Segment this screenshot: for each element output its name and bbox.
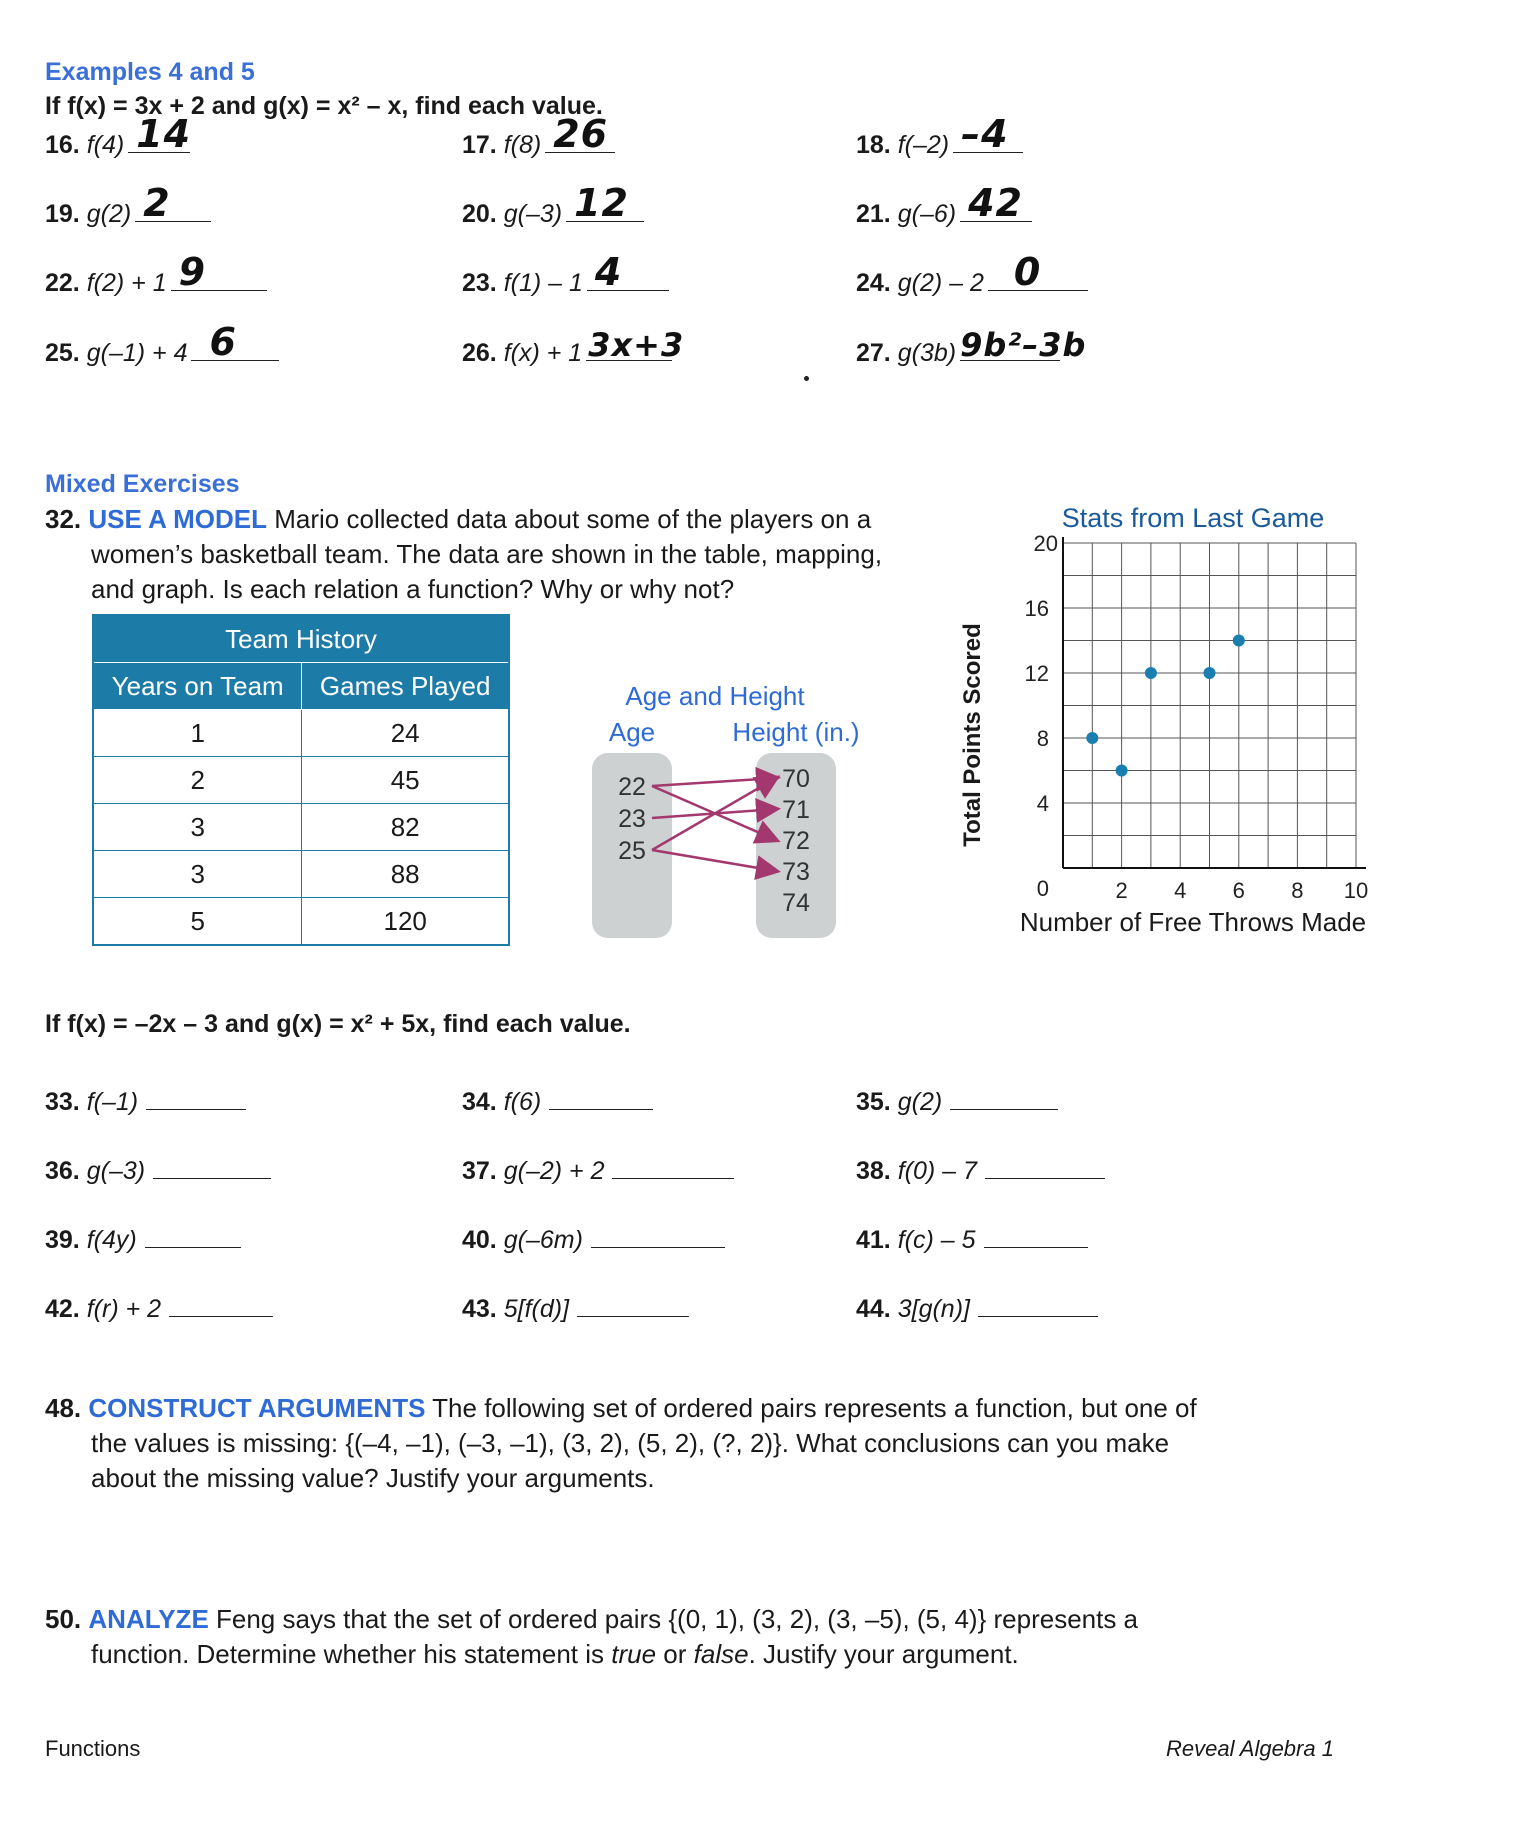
table-header: Games Played (302, 663, 509, 710)
question-50 (45, 1602, 1138, 1672)
handwritten-answer: 6 (209, 320, 237, 364)
exercise-expression: g(3b) (897, 339, 957, 367)
exercise-42 (45, 1292, 273, 1324)
data-point (1086, 732, 1098, 744)
answer-line (950, 1085, 1058, 1110)
y-tick-label: 0 (1036, 876, 1049, 901)
instruction-2: If f(x) = –2x – 3 and g(x) = x² + 5x, find each value. (45, 1010, 631, 1038)
handwritten-answer: 14 (136, 112, 192, 156)
exercise-expression: f(c) – 5 (897, 1226, 976, 1254)
answer-line (984, 1223, 1088, 1248)
answer-line (587, 250, 669, 294)
mapping-domain-value: 25 (618, 837, 646, 865)
exercise-43 (462, 1292, 689, 1324)
age-height-mapping (590, 675, 890, 940)
handwritten-answer: 0 (1013, 250, 1042, 294)
exercise-23 (462, 250, 669, 298)
question-number: 48. (45, 1393, 82, 1423)
exercise-expression: g(–6m) (503, 1226, 583, 1254)
exercise-expression: f(x) + 1 (503, 339, 583, 367)
exercise-number: 26. (462, 339, 497, 367)
exercise-expression: g(2) – 2 (897, 269, 984, 297)
answer-line (171, 250, 267, 294)
y-tick-label: 4 (1036, 791, 1049, 816)
x-tick-label: 8 (1291, 878, 1304, 903)
exercise-number: 16. (45, 131, 80, 159)
answer-line (586, 326, 685, 364)
table-title: Team History (93, 615, 509, 663)
question-text: women’s basketball team. The data are shown in the table, mapping, (91, 539, 883, 569)
exercise-34 (462, 1085, 653, 1117)
chart-xlabel: Number of Free Throws Made (1019, 907, 1367, 937)
exercise-21 (856, 181, 1032, 229)
answer-line (545, 112, 615, 156)
answer-line (953, 112, 1023, 156)
question-text: Mario collected data about some of the players on a (267, 504, 872, 534)
exercise-expression: f(r) + 2 (86, 1295, 162, 1323)
table-row (93, 851, 509, 898)
exercise-number: 27. (856, 339, 891, 367)
x-tick-label: 10 (1343, 878, 1369, 903)
exercise-expression: 3[g(n)] (897, 1295, 970, 1323)
exercise-number: 23. (462, 269, 497, 297)
exercise-expression: g(–1) + 4 (86, 339, 188, 367)
mapping-range-value: 72 (782, 827, 810, 855)
handwritten-answer: 26 (553, 112, 609, 156)
mapping-domain-values (618, 773, 646, 865)
exercise-expression: f(2) + 1 (86, 269, 167, 297)
table-cell: 2 (93, 757, 302, 804)
mapping-range-value: 74 (782, 889, 810, 917)
exercise-expression: f(4) (86, 131, 125, 159)
exercise-number: 39. (45, 1226, 80, 1254)
answer-line (153, 1154, 271, 1179)
table-row (93, 757, 509, 804)
section-title-mixed: Mixed Exercises (45, 470, 240, 498)
chart-title: Stats from Last Game (1061, 503, 1325, 533)
chart-ticks (1025, 531, 1369, 903)
table-cell: 5 (93, 898, 302, 946)
exercise-expression: f(–1) (86, 1088, 139, 1116)
mapping-range-value: 73 (782, 858, 810, 886)
exercise-17 (462, 112, 615, 160)
answer-line (960, 326, 1087, 364)
exercise-37 (462, 1154, 734, 1186)
exercise-number: 36. (45, 1157, 80, 1185)
exercise-number: 35. (856, 1088, 891, 1116)
exercise-number: 38. (856, 1157, 891, 1185)
handwritten-answer: 4 (594, 250, 623, 294)
y-tick-label: 16 (1024, 596, 1049, 621)
exercise-16 (45, 112, 192, 160)
footer-right: Reveal Algebra 1 (1166, 1736, 1334, 1761)
table-row (93, 898, 509, 946)
section-title-examples: Examples 4 and 5 (45, 58, 255, 86)
table-cell: 3 (93, 804, 302, 851)
exercise-41 (856, 1223, 1088, 1255)
exercise-expression: f(1) – 1 (503, 269, 583, 297)
table-cell: 3 (93, 851, 302, 898)
team-history-table (92, 614, 510, 946)
exercise-expression: g(2) (86, 200, 132, 228)
question-number: 32. (45, 504, 82, 534)
answer-line (566, 181, 644, 225)
exercise-27 (856, 326, 1087, 368)
exercise-number: 42. (45, 1295, 80, 1323)
answer-line (978, 1292, 1098, 1317)
mapping-range-label: Height (in.) (732, 717, 860, 747)
chart-grid (1063, 537, 1366, 868)
x-tick-label: 2 (1115, 878, 1128, 903)
question-text: Feng says that the set of ordered pairs {(0, 1), (3, 2), (3, –5), (5, 4)} represents a (208, 1604, 1139, 1634)
y-tick-label: 12 (1024, 661, 1049, 686)
question-text: function. Determine whether his statement is true or false. Justify your argument. (91, 1639, 1019, 1669)
exercise-expression: f(4y) (86, 1226, 137, 1254)
table-cell: 1 (93, 710, 302, 757)
exercise-expression: g(–6) (897, 200, 957, 228)
answer-line (135, 181, 211, 225)
mapping-domain-value: 22 (618, 773, 646, 801)
exercise-35 (856, 1085, 1058, 1117)
exercise-expression: g(2) (897, 1088, 943, 1116)
handwritten-answer: 9b²–3b (960, 326, 1087, 364)
mapping-range-values (782, 765, 810, 917)
exercise-number: 25. (45, 339, 80, 367)
table-cell: 88 (302, 851, 509, 898)
table-cell: 45 (302, 757, 509, 804)
table-cell: 24 (302, 710, 509, 757)
exercise-number: 43. (462, 1295, 497, 1323)
exercise-25 (45, 320, 279, 368)
exercise-26 (462, 326, 685, 368)
data-point (1233, 635, 1245, 647)
question-text: the values is missing: {(–4, –1), (–3, –1), (3, 2), (5, 2), (?, 2)}. What conclusions can you make (91, 1428, 1170, 1458)
exercise-number: 22. (45, 269, 80, 297)
exercise-expression: 5[f(d)] (503, 1295, 570, 1323)
instruction-1: If f(x) = 3x + 2 and g(x) = x² – x, find each value. (45, 92, 603, 120)
exercise-number: 34. (462, 1088, 497, 1116)
exercise-number: 24. (856, 269, 891, 297)
handwritten-answer: 3x+3 (588, 326, 685, 364)
exercise-40 (462, 1223, 725, 1255)
exercise-number: 40. (462, 1226, 497, 1254)
exercise-36 (45, 1154, 271, 1186)
exercise-38 (856, 1154, 1105, 1186)
table-cell: 82 (302, 804, 509, 851)
answer-line (145, 1223, 241, 1248)
exercise-number: 44. (856, 1295, 891, 1323)
handwritten-answer: 12 (574, 181, 629, 225)
exercise-expression: f(8) (503, 131, 542, 159)
mapping-domain-value: 23 (618, 805, 646, 833)
exercise-number: 37. (462, 1157, 497, 1185)
answer-line (988, 250, 1088, 294)
table-row (93, 804, 509, 851)
mapping-title: Age and Height (625, 681, 805, 711)
exercise-18 (856, 112, 1023, 160)
exercise-44 (856, 1292, 1098, 1324)
data-point (1204, 667, 1216, 679)
exercise-expression: f(0) – 7 (897, 1157, 977, 1185)
exercise-expression: g(–2) + 2 (503, 1157, 605, 1185)
answer-line (591, 1223, 725, 1248)
question-48 (45, 1391, 1197, 1496)
answer-line (960, 181, 1032, 225)
exercise-33 (45, 1085, 246, 1117)
y-tick-label: 20 (1033, 531, 1058, 556)
mapping-domain-label: Age (608, 717, 656, 747)
answer-line (985, 1154, 1105, 1179)
exercise-expression: f(–2) (897, 131, 950, 159)
answer-line (577, 1292, 689, 1317)
question-text: The following set of ordered pairs represents a function, but one of (425, 1393, 1197, 1423)
question-text: and graph. Is each relation a function? Why or why not? (91, 574, 735, 604)
exercise-expression: g(–3) (503, 200, 563, 228)
exercise-20 (462, 181, 644, 229)
chart-ylabel: Total Points Scored (959, 623, 986, 847)
handwritten-answer: –4 (961, 112, 1009, 156)
x-tick-label: 6 (1232, 878, 1245, 903)
exercise-number: 20. (462, 200, 497, 228)
exercise-39 (45, 1223, 241, 1255)
exercise-expression: f(6) (503, 1088, 542, 1116)
exercise-number: 33. (45, 1088, 80, 1116)
exercise-24 (856, 250, 1088, 298)
answer-line (549, 1085, 653, 1110)
handwritten-answer: 2 (143, 181, 171, 225)
exercise-22 (45, 250, 267, 298)
handwritten-answer: 42 (968, 181, 1023, 225)
exercise-expression: g(–3) (86, 1157, 146, 1185)
y-tick-label: 8 (1036, 726, 1049, 751)
exercise-number: 19. (45, 200, 80, 228)
table-cell: 120 (302, 898, 509, 946)
question-number: 50. (45, 1604, 82, 1634)
data-point (1145, 667, 1157, 679)
answer-line (128, 112, 192, 156)
answer-line (146, 1085, 246, 1110)
table-header: Years on Team (93, 663, 302, 710)
stats-scatter-chart (950, 495, 1380, 945)
stray-dot (804, 376, 809, 381)
question-keyword: CONSTRUCT ARGUMENTS (88, 1393, 426, 1423)
exercise-19 (45, 181, 211, 229)
answer-line (191, 320, 279, 364)
x-tick-label: 4 (1174, 878, 1187, 903)
data-point (1116, 765, 1128, 777)
answer-line (612, 1154, 734, 1179)
exercise-number: 41. (856, 1226, 891, 1254)
handwritten-answer: 9 (178, 250, 207, 294)
answer-line (169, 1292, 273, 1317)
question-keyword: USE A MODEL (88, 504, 268, 534)
question-text: about the missing value? Justify your arguments. (91, 1463, 655, 1493)
mapping-range-value: 70 (782, 765, 810, 793)
mapping-range-value: 71 (782, 796, 810, 824)
exercise-number: 18. (856, 131, 891, 159)
footer-left: Functions (45, 1736, 141, 1761)
question-32 (45, 502, 882, 607)
table-row (93, 710, 509, 757)
exercise-number: 17. (462, 131, 497, 159)
question-keyword: ANALYZE (88, 1604, 209, 1634)
exercise-number: 21. (856, 200, 891, 228)
